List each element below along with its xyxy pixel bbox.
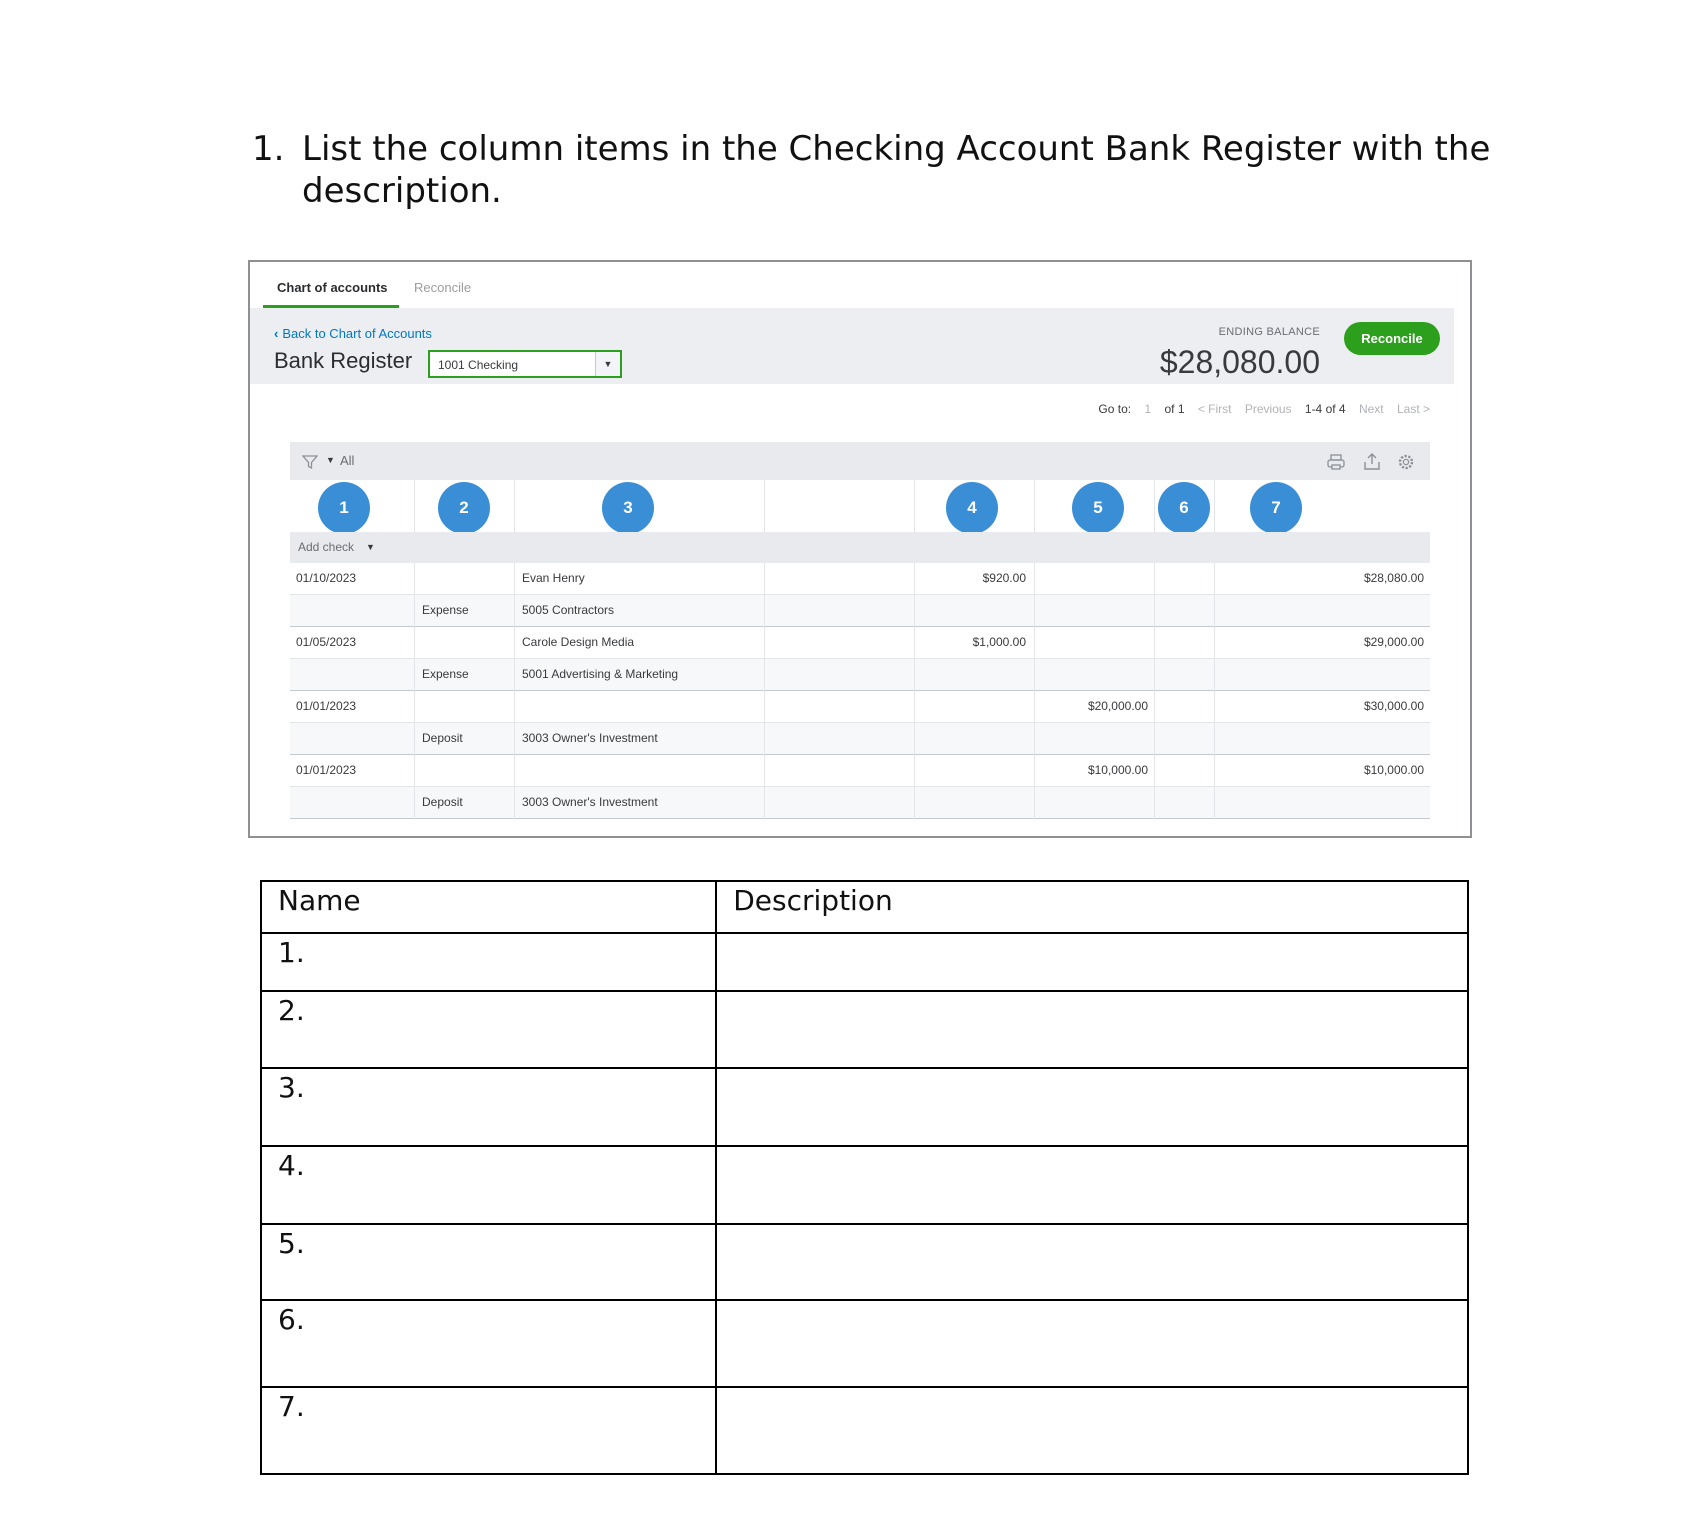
date-cell: 01/01/2023 xyxy=(296,763,357,777)
tab-bar xyxy=(250,262,1470,308)
account-cell: 3003 Owner's Investment xyxy=(522,795,658,809)
transaction-detail-row[interactable] xyxy=(290,659,1430,691)
bank-register-screenshot xyxy=(248,260,1472,838)
answer-row xyxy=(261,991,1468,1068)
transaction-detail-row[interactable] xyxy=(290,723,1430,755)
transaction-row[interactable] xyxy=(290,691,1430,723)
deposit-cell: $10,000.00 xyxy=(1087,763,1148,777)
question-text: List the column items in the Checking Account Bank Register with the description. xyxy=(302,129,1491,211)
grid-column-divider xyxy=(514,563,515,819)
answer-name-cell[interactable]: 1. xyxy=(261,933,716,991)
page-number-input[interactable]: 1 xyxy=(1144,402,1152,416)
grid-column-divider xyxy=(764,563,765,819)
description-column-header: Description xyxy=(716,881,1468,933)
column-marker-row xyxy=(290,480,1430,532)
deposit-cell: $20,000.00 xyxy=(1087,699,1148,713)
register-toolbar xyxy=(290,442,1430,480)
first-page-link[interactable]: < First xyxy=(1197,402,1232,416)
answer-name-cell[interactable]: 7. xyxy=(261,1387,716,1474)
name-column-header: Name xyxy=(261,881,716,933)
caret-down-icon[interactable]: ▼ xyxy=(595,352,620,376)
filter-icon[interactable] xyxy=(302,454,318,470)
payee-cell: Carole Design Media xyxy=(522,635,635,649)
answer-description-cell[interactable] xyxy=(716,1224,1468,1300)
pagination xyxy=(1088,402,1430,416)
record-range: 1-4 of 4 xyxy=(1304,402,1346,416)
date-cell: 01/01/2023 xyxy=(296,699,357,713)
transaction-row[interactable] xyxy=(290,563,1430,595)
payment-cell: $1,000.00 xyxy=(972,635,1026,649)
filter-value[interactable]: All xyxy=(340,453,355,468)
account-cell: 5005 Contractors xyxy=(522,603,615,617)
grid-column-divider xyxy=(1034,563,1035,819)
answer-row xyxy=(261,1146,1468,1224)
column-marker-3: 3 xyxy=(602,482,654,534)
previous-page-link[interactable]: Previous xyxy=(1244,402,1292,416)
grid-column-divider xyxy=(1154,563,1155,819)
answer-row xyxy=(261,1300,1468,1387)
next-page-link[interactable]: Next xyxy=(1358,402,1384,416)
answer-name-cell[interactable]: 6. xyxy=(261,1300,716,1387)
column-divider xyxy=(1214,480,1215,532)
print-icon[interactable] xyxy=(1326,452,1346,472)
settings-gear-icon[interactable] xyxy=(1396,452,1416,472)
page-title: Bank Register xyxy=(274,348,413,373)
account-select-value: 1001 Checking xyxy=(438,358,519,372)
answer-description-cell[interactable] xyxy=(716,1387,1468,1474)
account-cell: 5001 Advertising & Marketing xyxy=(522,667,679,681)
answer-name-cell[interactable]: 2. xyxy=(261,991,716,1068)
answer-header-row xyxy=(261,881,1468,933)
tab-reconcile[interactable]: Reconcile xyxy=(414,280,472,295)
transaction-row[interactable] xyxy=(290,627,1430,659)
balance-cell: $29,000.00 xyxy=(1363,635,1424,649)
payee-cell: Evan Henry xyxy=(522,571,585,585)
type-cell: Expense xyxy=(422,667,469,681)
answer-table xyxy=(260,880,1469,1475)
column-divider xyxy=(914,480,915,532)
answer-description-cell[interactable] xyxy=(716,1300,1468,1387)
balance-cell: $30,000.00 xyxy=(1363,699,1424,713)
grid-column-divider xyxy=(1214,563,1215,819)
transaction-detail-row[interactable] xyxy=(290,787,1430,819)
answer-description-cell[interactable] xyxy=(716,991,1468,1068)
answer-name-cell[interactable]: 5. xyxy=(261,1224,716,1300)
transaction-detail-row[interactable] xyxy=(290,595,1430,627)
answer-row xyxy=(261,933,1468,991)
grid-column-divider xyxy=(914,563,915,819)
balance-cell: $28,080.00 xyxy=(1363,571,1424,585)
column-divider xyxy=(1034,480,1035,532)
register-grid xyxy=(290,563,1430,819)
answer-row xyxy=(261,1068,1468,1146)
column-divider xyxy=(764,480,765,532)
reconcile-button[interactable]: Reconcile xyxy=(1344,322,1440,355)
last-page-link[interactable]: Last > xyxy=(1396,402,1430,416)
transaction-row[interactable] xyxy=(290,755,1430,787)
column-divider xyxy=(414,480,415,532)
grid-column-divider xyxy=(414,563,415,819)
column-divider xyxy=(1154,480,1155,532)
account-cell: 3003 Owner's Investment xyxy=(522,731,658,745)
chevron-left-icon: ‹ xyxy=(274,326,279,341)
register-header xyxy=(250,308,1454,384)
back-to-chart-link[interactable] xyxy=(274,326,432,341)
answer-row xyxy=(261,1387,1468,1474)
column-marker-6: 6 xyxy=(1158,482,1210,534)
column-marker-2: 2 xyxy=(438,482,490,534)
filter-caret-icon[interactable]: ▼ xyxy=(326,455,335,465)
tab-chart-of-accounts[interactable]: Chart of accounts xyxy=(277,280,388,295)
answer-description-cell[interactable] xyxy=(716,1068,1468,1146)
caret-down-icon[interactable]: ▼ xyxy=(366,542,375,552)
answer-description-cell[interactable] xyxy=(716,933,1468,991)
column-marker-1: 1 xyxy=(318,482,370,534)
ending-balance-label: ENDING BALANCE xyxy=(1218,326,1320,338)
add-check-row[interactable] xyxy=(290,532,1430,563)
type-cell: Deposit xyxy=(422,731,463,745)
balance-cell: $10,000.00 xyxy=(1363,763,1424,777)
date-cell: 01/05/2023 xyxy=(296,635,357,649)
answer-name-cell[interactable]: 4. xyxy=(261,1146,716,1224)
back-link-label: Back to Chart of Accounts xyxy=(282,326,432,341)
type-cell: Expense xyxy=(422,603,469,617)
question-number: 1. xyxy=(252,129,285,169)
account-select[interactable] xyxy=(428,350,622,378)
type-cell: Deposit xyxy=(422,795,463,809)
export-icon[interactable] xyxy=(1362,452,1382,472)
answer-description-cell[interactable] xyxy=(716,1146,1468,1224)
column-marker-5: 5 xyxy=(1072,482,1124,534)
answer-name-cell[interactable]: 3. xyxy=(261,1068,716,1146)
payment-cell: $920.00 xyxy=(982,571,1026,585)
date-cell: 01/10/2023 xyxy=(296,571,357,585)
add-check-label[interactable]: Add check xyxy=(298,540,355,554)
column-divider xyxy=(514,480,515,532)
go-to-label: Go to: xyxy=(1098,402,1132,416)
column-marker-7: 7 xyxy=(1250,482,1302,534)
answer-row xyxy=(261,1224,1468,1300)
column-marker-4: 4 xyxy=(946,482,998,534)
ending-balance-value: $28,080.00 xyxy=(1159,344,1320,380)
page-count: of 1 xyxy=(1164,402,1185,416)
